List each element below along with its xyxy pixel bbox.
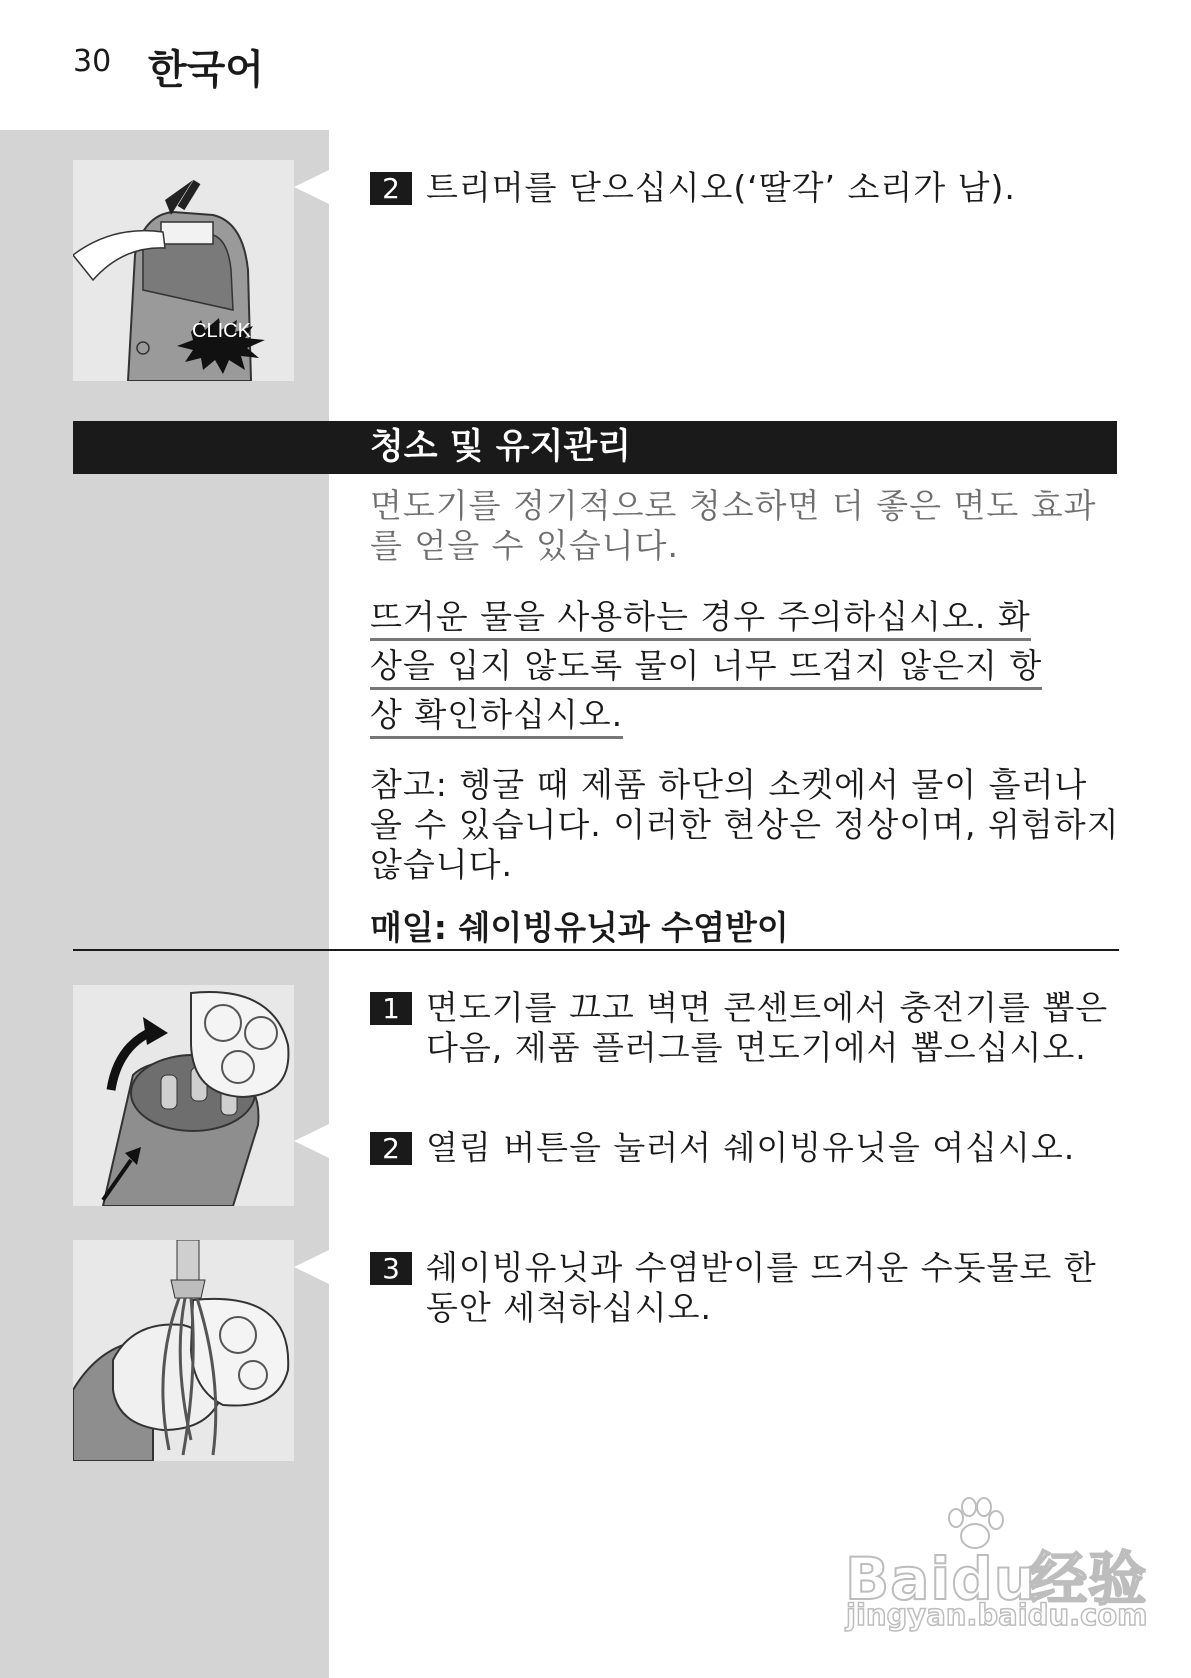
trimmer-step (370, 168, 1120, 208)
open-shaving-unit-illustration (73, 985, 294, 1206)
cleaning-step-3 (370, 1248, 1120, 1328)
note-text: 참고: 헹굴 때 제품 하단의 소켓에서 물이 흘러나올 수 있습니다. 이러한 현상은 정상이며, 위험하지 않습니다. (370, 765, 1120, 884)
step-number: 3 (370, 1252, 412, 1285)
figure-pointer (294, 1250, 329, 1284)
step-text: 면도기를 끄고 벽면 콘센트에서 충전기를 뽑은 다음, 제품 플러그를 면도기에서 뽑으십시오. (426, 988, 1109, 1067)
section-title: 청소 및 유지관리 (73, 421, 1117, 474)
step-number: 1 (370, 992, 412, 1025)
section-intro: 면도기를 정기적으로 청소하면 더 좋은 면도 효과를 얻을 수 있습니다. (370, 486, 1097, 565)
figure-pointer (294, 1124, 329, 1158)
cleaning-step-1 (370, 988, 1120, 1068)
watermark-url: jingyan.baidu.com (846, 1598, 1148, 1632)
language-heading: 한국어 (148, 47, 264, 93)
watermark-brand: Baidu经验 (845, 1545, 1148, 1613)
step-text: 열림 버튼을 눌러서 쉐이빙유닛을 여십시오. (426, 1128, 1076, 1167)
step-number: 2 (370, 172, 412, 205)
divider (73, 949, 1119, 951)
warning-text (370, 592, 1120, 739)
page-number: 30 (73, 44, 112, 79)
step-text: 쉐이빙유닛과 수염받이를 뜨거운 수돗물로 한동안 세척하십시오. (426, 1248, 1097, 1327)
figure-pointer (294, 170, 329, 204)
cleaning-step-2 (370, 1128, 1120, 1168)
rinse-under-tap-illustration (73, 1240, 294, 1461)
warning-line: 상 확인하십시오. (370, 695, 623, 739)
warning-line: 상을 입지 않도록 물이 너무 뜨겁지 않은지 항 (370, 646, 1042, 690)
step-number: 2 (370, 1132, 412, 1165)
click-label: CLICK (192, 320, 251, 342)
warning-line: 뜨거운 물을 사용하는 경우 주의하십시오. 화 (370, 597, 1031, 641)
step-text: 트리머를 닫으십시오(‘딸각’ 소리가 남). (426, 168, 1016, 207)
subsection-title: 매일: 쉐이빙유닛과 수염받이 (370, 908, 789, 947)
trimmer-close-illustration (73, 160, 294, 381)
